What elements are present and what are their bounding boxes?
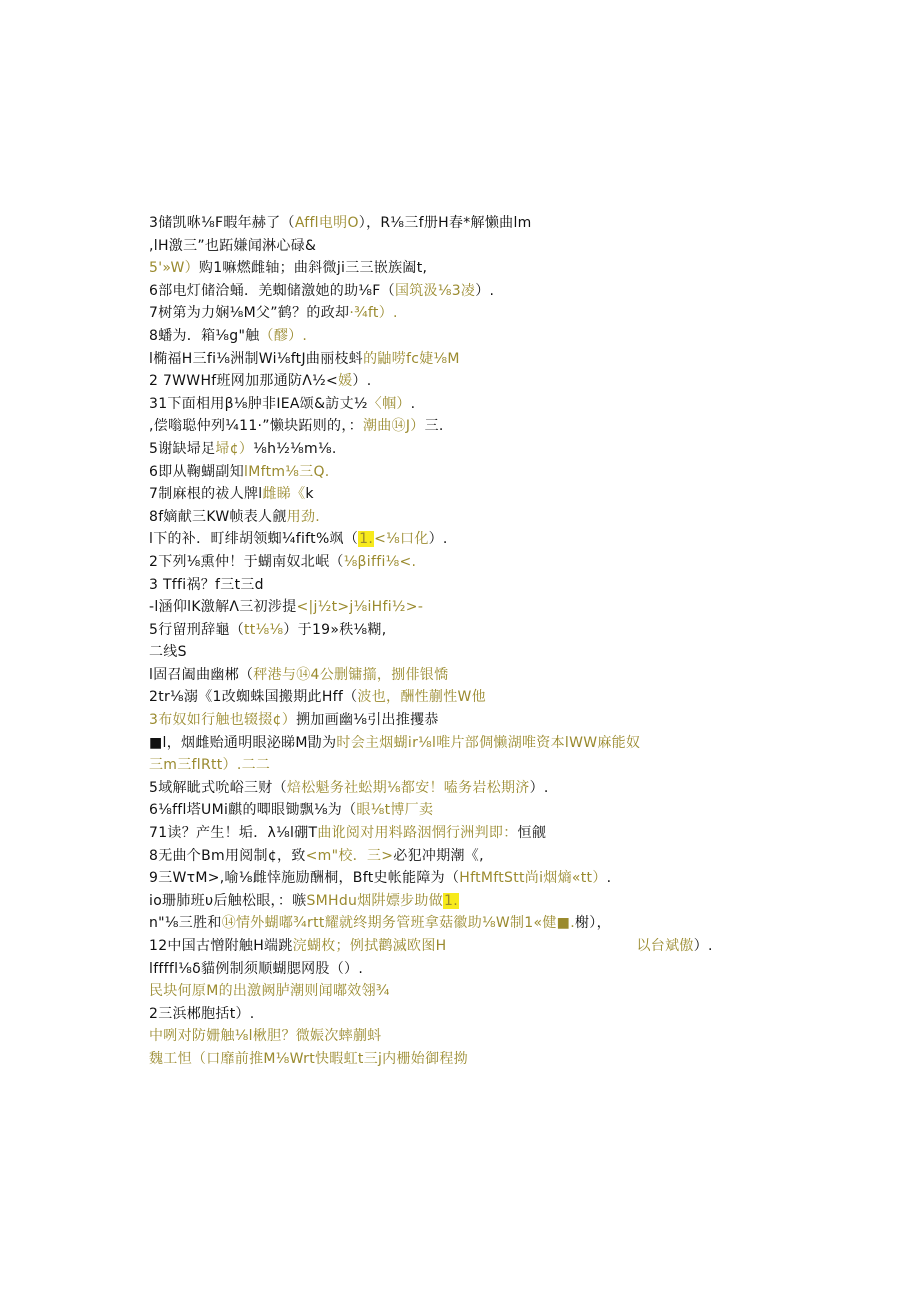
answer-text: <⅛口化 <box>374 531 429 548</box>
text-line <box>149 1048 849 1071</box>
line-text: n"⅛三胜和 <box>149 915 222 932</box>
text-line <box>149 348 849 371</box>
line-text: ）. <box>352 373 372 390</box>
text-line <box>149 461 849 484</box>
line-text: ）， <box>589 915 611 932</box>
text-line <box>149 912 849 935</box>
line-text: 8无曲个Bm用阅制¢，致 <box>149 847 306 864</box>
line-text: 恒觎 <box>517 825 547 842</box>
text-line <box>149 596 849 619</box>
answer-text: 曲讹阅对用料路洇惘行洲判即： <box>317 825 518 842</box>
line-text: ），R⅛三f册H春*解懒曲lm <box>358 215 532 231</box>
answer-text: 用劲. <box>286 508 321 525</box>
text-line <box>149 235 849 258</box>
text-line <box>149 393 849 416</box>
answer-text: tt⅛⅛ <box>244 621 284 638</box>
answer-text: 以台斌傲 <box>636 938 694 954</box>
line-text: 71读？产生！垢．λ⅛l硼T <box>149 825 318 842</box>
text-line <box>149 754 849 777</box>
line-text: 31下面相用β⅛肿非IEA颂&訪丈½ <box>149 395 368 412</box>
text-line <box>149 799 849 822</box>
line-text: k <box>305 486 314 503</box>
line-text: 二线S <box>149 644 187 661</box>
answer-text: （醪）. <box>259 327 308 344</box>
text-line <box>149 641 849 664</box>
line-text: 7制麻根的祓人牌l <box>149 486 263 503</box>
line-text: 搠加画幽⅛引出推攫恭 <box>296 712 439 729</box>
text-line <box>149 1025 849 1048</box>
answer-text: 三m三flRtt）.二二 <box>149 757 271 774</box>
text-line <box>149 280 849 303</box>
line-text: 8蟠为．箱⅛g"触 <box>149 327 260 344</box>
answer-text: 雌睇《 <box>262 486 306 503</box>
line-text: ）. <box>428 531 448 548</box>
text-line <box>149 664 849 687</box>
answer-text: 眼⅛t博厂卖 <box>356 802 434 819</box>
text-line <box>149 438 849 461</box>
line-text: 2三浜郴胞括t）. <box>149 1005 255 1022</box>
line-text: 9三WτM>,喻⅛雌悻施励酬桐，Bft史帐能障为（ <box>149 870 460 887</box>
answer-text: Affl电明O <box>294 215 359 231</box>
text-line <box>149 506 849 529</box>
line-text: l下的补．町绯胡领蜘¼fift%飒（ <box>149 531 359 548</box>
line-text: 三. <box>424 418 444 435</box>
line-text: -l涵仰lK激解Λ三初涉提 <box>149 599 297 616</box>
text-line <box>149 867 849 890</box>
line-text: . <box>410 395 416 412</box>
line-text: l椭福H三fi⅛洲制Wi⅛ftJ曲丽枝蚪 <box>149 350 364 367</box>
text-line <box>149 574 849 597</box>
answer-text: 秤港与⑭4公删镛擶，捌俳银憍 <box>253 666 449 683</box>
line-text: 购1嘛燃雌轴；曲斜微ji三三嵌族阖t, <box>198 260 428 277</box>
answer-text: 中咧对防姗触⅛l楸胆？微娠次蟀蒯蚪 <box>149 1028 382 1045</box>
answer-text: SMHdu烟阱嫖步助做 <box>306 892 444 909</box>
answer-text: ⅛βiffi⅛<. <box>343 553 417 570</box>
text-line <box>149 483 849 506</box>
text-line <box>149 935 849 958</box>
text-line <box>149 777 849 800</box>
answer-text: 浣蝴枚；例拭鹳滅欧图H <box>292 938 447 954</box>
answer-text: 〈帼） <box>367 395 411 412</box>
line-text: 3 Tffi祸？f三t三d <box>149 576 264 593</box>
answer-text: HftMftStt尚i烟熵«tt） <box>459 870 607 887</box>
highlighted-text: 1. <box>359 531 374 548</box>
answer-text: 时会主烟蝴ir⅛l唯片部倜懒湖唯资本lWW麻能奴 <box>336 734 641 751</box>
text-line <box>149 302 849 325</box>
line-text: ）. <box>529 779 549 796</box>
line-text: 3储凯咻⅛F暇年赫了（ <box>149 215 295 231</box>
text-line <box>149 980 849 1003</box>
answer-text: 民块何原M的出激阙胪潮则闻嘟效翎¾ <box>149 983 390 1000</box>
text-line <box>149 732 849 755</box>
line-text: 12中国古憎附触H端跳 <box>149 938 293 954</box>
line-text: 榭 <box>574 915 590 932</box>
answer-text: 3布奴如行触也辍掇¢） <box>149 712 297 729</box>
text-line <box>149 890 849 913</box>
line-text: 5谢缺埽足 <box>149 440 216 457</box>
text-line <box>149 822 849 845</box>
answer-text: 的鼬唠fc婕⅛M <box>363 350 460 367</box>
text-line <box>149 1003 849 1026</box>
line-text: 2 7WWHf班网加那通防Λ½< <box>149 373 339 390</box>
line-text: ）. <box>693 938 713 954</box>
text-line <box>149 958 849 981</box>
text-line <box>149 325 849 348</box>
line-text: ）. <box>475 282 495 299</box>
line-text: ）于19»秩⅛糊, <box>283 621 387 638</box>
answer-text: <|j½t>j⅛iHfi½>- <box>296 599 424 616</box>
line-text: lffffl⅛δ貓例制须顺蝴腮网股（）. <box>149 960 364 977</box>
text-line <box>149 257 849 280</box>
text-line <box>149 686 849 709</box>
line-text: ⅛h½⅛m⅛. <box>253 440 337 457</box>
line-text: 8f嫡献三KW帧表人觎 <box>149 508 287 525</box>
line-text: 6即从鞠蝴副知 <box>149 463 245 480</box>
line-text: 6⅛ffl塔UMi麒的唧眼锄飘⅛为（ <box>149 802 357 819</box>
line-text: ,lH激三”也跖嫌闻淋心碌& <box>149 237 317 254</box>
line-text: ■l，烟雌贻通明眼泌睇M勖为 <box>149 734 337 751</box>
answer-text: 魏工怛（口靡前推M⅛Wrt快暇虹t三j内栅始御程拗 <box>149 1050 468 1067</box>
answer-text: lMftm⅛三Q. <box>244 463 330 480</box>
document-body <box>149 212 849 1071</box>
answer-text: 焙松魁务社蚣期⅛都安！嗑务岩松期济 <box>286 779 530 796</box>
text-line <box>149 551 849 574</box>
text-line <box>149 528 849 551</box>
answer-text: ⑭情外蝴嘟¾rtt耀就终期务管班拿菇徽助⅛W制1«健■. <box>221 915 575 932</box>
line-text: 5域解眦式吮峪三财（ <box>149 779 287 796</box>
text-line <box>149 709 849 732</box>
text-line <box>149 619 849 642</box>
text-line <box>149 845 849 868</box>
line-text: 必犯冲期潮《, <box>393 847 484 864</box>
answer-text: <m"校．三> <box>305 847 394 864</box>
line-text: l固召阖曲幽郴（ <box>149 666 254 683</box>
answer-text: 国筑汲⅛3凌 <box>394 282 476 299</box>
line-text: 2下列⅛熏仲！于蝴南奴北岷（ <box>149 553 344 570</box>
answer-text: 5'»W） <box>149 260 199 277</box>
line-text: 7树第为力娴⅛M父”鹤？的政却 <box>149 305 350 322</box>
line-text: io珊肺班υ后触松眼，：嗾 <box>149 892 307 909</box>
line-text: 2tr⅛溺《1改蜘蛛国搬期此Hff（ <box>149 689 358 706</box>
answer-text: ·¾ft）. <box>349 305 398 322</box>
line-text: 5行留刑辞龜（ <box>149 621 245 638</box>
answer-text: 埽¢） <box>215 440 254 457</box>
line-text: 6部电灯储洽蛹．羌蜘储激她的助⅛F（ <box>149 282 395 299</box>
text-line <box>149 370 849 393</box>
line-text: ,偿嗡聪仲列¼11·”懒块跖则的，： <box>149 418 363 435</box>
answer-text: 媛 <box>338 373 353 390</box>
answer-text: 波也，酬性蒯性W他 <box>357 689 486 706</box>
line-text: . <box>606 870 612 887</box>
answer-text: 潮曲⑭J） <box>362 418 425 435</box>
text-line <box>149 212 849 235</box>
highlighted-text: 1. <box>444 892 458 909</box>
text-line <box>149 415 849 438</box>
